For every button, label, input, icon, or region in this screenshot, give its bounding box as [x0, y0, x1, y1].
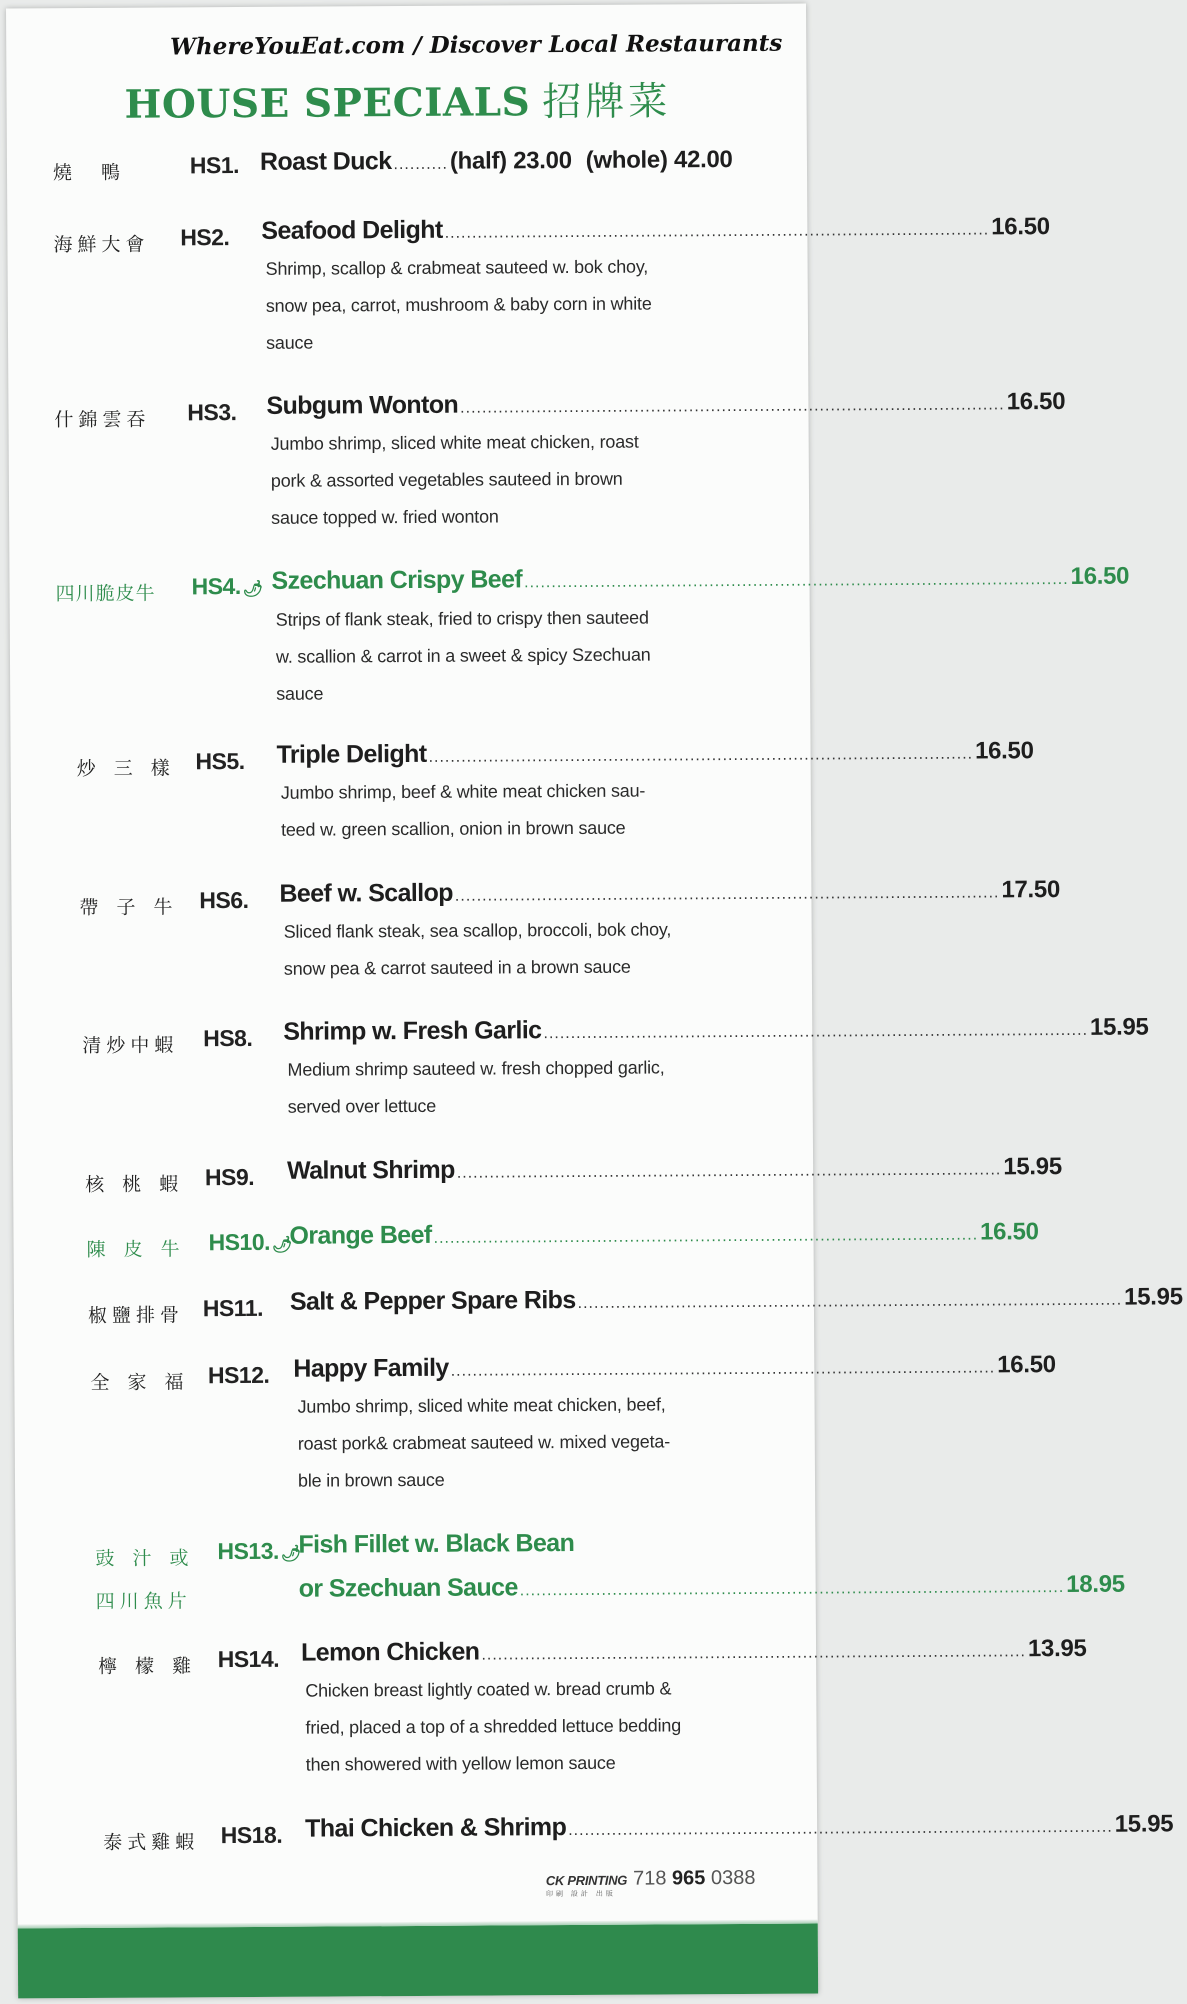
description-line: Jumbo shrimp, sliced white meat chicken, beef,	[297, 1394, 666, 1417]
item-price: 16.50	[997, 1351, 1056, 1379]
description-line: teed w. green scallion, onion in brown sauce	[280, 817, 626, 840]
item-chinese-name: 椒鹽排骨	[87, 1304, 185, 1327]
item-name: Salt & Pepper Spare Ribs	[289, 1285, 576, 1316]
description-line: Shrimp, scallop & crabmeat sauteed w. bok choy,	[265, 256, 649, 279]
item-name: Happy Family	[293, 1353, 449, 1383]
item-description	[281, 772, 701, 849]
menu-item	[11, 876, 1061, 979]
item-chinese-name: 全家福	[90, 1371, 202, 1394]
item-name: Seafood Delight	[261, 215, 443, 245]
section-title-zh: 招牌菜	[542, 79, 672, 126]
menu-item	[14, 1351, 1056, 1491]
item-name: Lemon Chicken	[300, 1637, 480, 1667]
item-chinese-name: 海鮮大會	[53, 233, 150, 257]
item-chinese-name: 泰式雞蝦	[103, 1831, 200, 1854]
description-line: Medium shrimp sauteed w. fresh chopped garlic,	[287, 1057, 665, 1080]
item-name: Thai Chicken & Shrimp	[305, 1813, 567, 1843]
item-name-line	[271, 562, 1130, 596]
menu-item	[7, 145, 807, 185]
menu-item	[7, 213, 1050, 353]
item-name: Shrimp w. Fresh Garlic	[283, 1016, 542, 1046]
dot-leader: ....................................................................................................	[428, 745, 974, 766]
menu-item	[13, 1153, 1062, 1196]
menu-item	[15, 1528, 1125, 1613]
section-title-en: HOUSE SPECIALS	[124, 79, 531, 128]
item-name-line	[279, 876, 1061, 909]
item-name-line	[266, 387, 1066, 421]
item-price: 15.95	[1089, 1013, 1149, 1041]
dot-leader: ....................................................................................................	[456, 1161, 1002, 1182]
item-code: HS5.	[195, 748, 245, 775]
item-code: HS3.	[187, 399, 237, 426]
description-line: sauce topped w. fried wonton	[271, 506, 499, 528]
description-line: snow pea & carrot sauteed in a brown sauce	[283, 956, 631, 979]
item-chinese-name: 豉汁或	[95, 1547, 207, 1570]
description-line: then showered with yellow lemon sauce	[305, 1752, 616, 1775]
item-name-line	[298, 1528, 758, 1560]
item-code	[163, 1229, 293, 1257]
dot-leader: ....................................................................................................	[444, 221, 990, 242]
item-price: 15.95	[1114, 1810, 1174, 1838]
item-code: HS11.	[202, 1294, 264, 1322]
menu-item	[13, 1218, 1039, 1261]
description-line: pork & assorted vegetables sauteed in brown	[270, 468, 623, 491]
dot-leader: ....................................................................................................	[481, 1643, 1027, 1664]
item-price: 16.50	[991, 213, 1050, 241]
item-description	[287, 1049, 707, 1126]
item-code: HS18.	[220, 1821, 283, 1849]
item-name: Fish Fillet w. Black Bean	[298, 1529, 575, 1559]
dot-leader: ....................................................................................................	[577, 1291, 1123, 1312]
menu-item	[16, 1634, 1087, 1775]
item-name-line	[287, 1153, 1062, 1186]
item-price: 16.50	[980, 1218, 1039, 1246]
menu-item	[17, 1810, 1174, 1854]
footer-band	[18, 1924, 818, 1999]
printer-tagline: 印刷 設計 出版	[545, 1890, 616, 1899]
item-description	[297, 1386, 718, 1500]
printer-logo	[545, 1872, 628, 1899]
item-description	[305, 1670, 746, 1784]
item-price: 13.95	[1027, 1634, 1087, 1663]
item-chinese-name: 陳皮牛	[86, 1238, 198, 1261]
item-chinese-name: 炒三樣	[76, 757, 188, 781]
dot-leader: ....................................................................................................	[568, 1818, 1113, 1840]
description-line: ble in brown sauce	[297, 1469, 445, 1491]
description-line: roast pork& crabmeat sauteed w. mixed vegeta-	[297, 1431, 671, 1454]
dot-leader: ....................................................................................................	[433, 1226, 979, 1247]
item-code: HS8.	[203, 1024, 253, 1052]
menu-item	[8, 387, 1066, 528]
item-name-line	[261, 213, 1050, 246]
item-name: Triple Delight	[276, 739, 427, 769]
description-line: served over lettuce	[287, 1095, 437, 1117]
item-code: HS1.	[189, 152, 240, 179]
dot-leader: ....................................................................................................	[524, 570, 1069, 592]
item-name: Orange Beef	[289, 1220, 432, 1250]
description-line: sauce	[276, 683, 324, 704]
item-name-line	[289, 1283, 1183, 1317]
menu-item	[12, 1013, 1149, 1117]
item-price: 16.50	[974, 737, 1034, 765]
item-code-text: HS13.	[217, 1537, 279, 1565]
item-name-line	[283, 1013, 1149, 1047]
item-code: HS9.	[204, 1163, 255, 1191]
item-name: Walnut Shrimp	[287, 1155, 455, 1185]
item-name-line	[293, 1351, 1056, 1384]
item-name-line	[259, 145, 733, 177]
item-price: 16.50	[1006, 387, 1066, 416]
item-code-text: HS4.	[191, 573, 241, 600]
item-description	[271, 423, 692, 537]
description-line: Chicken breast lightly coated w. bread crumb &	[305, 1678, 672, 1701]
description-line: sauce	[265, 332, 314, 353]
item-price: 15.95	[1003, 1153, 1062, 1181]
site-watermark: WhereYouEat.com / Discover Local Restaurants	[170, 29, 783, 61]
item-code: HS14.	[217, 1645, 280, 1673]
description-line: Jumbo shrimp, sliced white meat chicken, roast	[270, 431, 639, 454]
item-price: 16.50	[1070, 562, 1130, 590]
item-name: Roast Duck	[259, 147, 392, 176]
item-name-line	[289, 1218, 1039, 1251]
printer-brand: CK PRINTING	[545, 1872, 628, 1889]
item-name-line	[305, 1810, 1174, 1844]
description-line: snow pea, carrot, mushroom & baby corn in white	[265, 293, 652, 316]
item-description	[265, 248, 686, 362]
menu-item	[9, 562, 1130, 704]
item-price: 17.50	[1001, 876, 1061, 904]
item-description	[284, 911, 704, 988]
item-price: 15.95	[1124, 1283, 1183, 1311]
dot-leader: ....................................................................................................	[460, 396, 1005, 417]
item-code-text: HS10.	[208, 1228, 271, 1256]
dot-leader: ....................................................................................................	[450, 1359, 996, 1380]
printer-credit	[545, 1866, 756, 1899]
description-line: Jumbo shrimp, beef & white meat chicken sau-	[280, 780, 646, 803]
description-line: fried, placed a top of a shredded lettuce bedding	[305, 1715, 682, 1738]
item-name-line	[300, 1634, 1087, 1668]
phone-prefix: 965	[671, 1867, 706, 1890]
item-price-whole: (whole) 42.00	[585, 146, 733, 174]
item-name-line-2	[298, 1570, 1125, 1604]
item-code	[139, 573, 264, 601]
item-chinese-name: 四川脆皮牛	[55, 582, 156, 606]
item-code	[175, 1538, 305, 1566]
item-chinese-name: 什錦雲吞	[54, 408, 151, 432]
item-name: Szechuan Crispy Beef	[271, 565, 523, 595]
printer-phone	[633, 1867, 756, 1891]
item-name: Subgum Wonton	[266, 390, 459, 420]
item-chinese-name: 帶子牛	[79, 896, 191, 920]
chili-pepper-icon: 🌶	[242, 580, 263, 599]
description-line: Sliced flank steak, sea scallop, broccoli, bok choy,	[283, 919, 672, 942]
description-line: Strips of flank steak, fried to crispy then sauteed	[275, 607, 649, 630]
dot-leader: ....................................................................................................	[454, 884, 1000, 905]
chili-pepper-icon: 🌶	[271, 1236, 292, 1254]
description-line: w. scallion & carrot in a sweet & spicy Szechuan	[275, 644, 651, 667]
dot-leader: ....................................................................................................	[543, 1021, 1089, 1043]
menu-item	[10, 737, 1034, 840]
chili-pepper-icon: 🌶	[280, 1545, 301, 1563]
phone-line: 0388	[710, 1866, 756, 1890]
menu-item	[14, 1283, 1183, 1327]
item-name: Beef w. Scallop	[279, 878, 453, 908]
item-chinese-name-line2: 四川魚片	[95, 1590, 192, 1613]
item-chinese-name: 清炒中蝦	[82, 1034, 179, 1057]
item-name-2: or Szechuan Sauce	[298, 1573, 518, 1603]
section-title	[124, 70, 671, 129]
dot-leader: ....................................................................................................	[519, 1579, 1065, 1600]
dot-leader: ..........	[393, 155, 449, 174]
item-chinese-name: 燒 鴨	[52, 161, 126, 185]
item-price: 18.95	[1066, 1570, 1125, 1598]
item-price-half: (half) 23.00	[449, 146, 572, 175]
item-chinese-name: 檸檬雞	[98, 1655, 210, 1678]
item-chinese-name: 核桃蝦	[85, 1173, 197, 1196]
menu-page	[6, 4, 1183, 1999]
item-code: HS2.	[180, 224, 230, 251]
item-code: HS6.	[199, 886, 249, 914]
item-code: HS12.	[207, 1361, 270, 1389]
item-description	[276, 599, 697, 713]
phone-area: 718	[633, 1867, 667, 1890]
item-name-line	[276, 737, 1034, 770]
